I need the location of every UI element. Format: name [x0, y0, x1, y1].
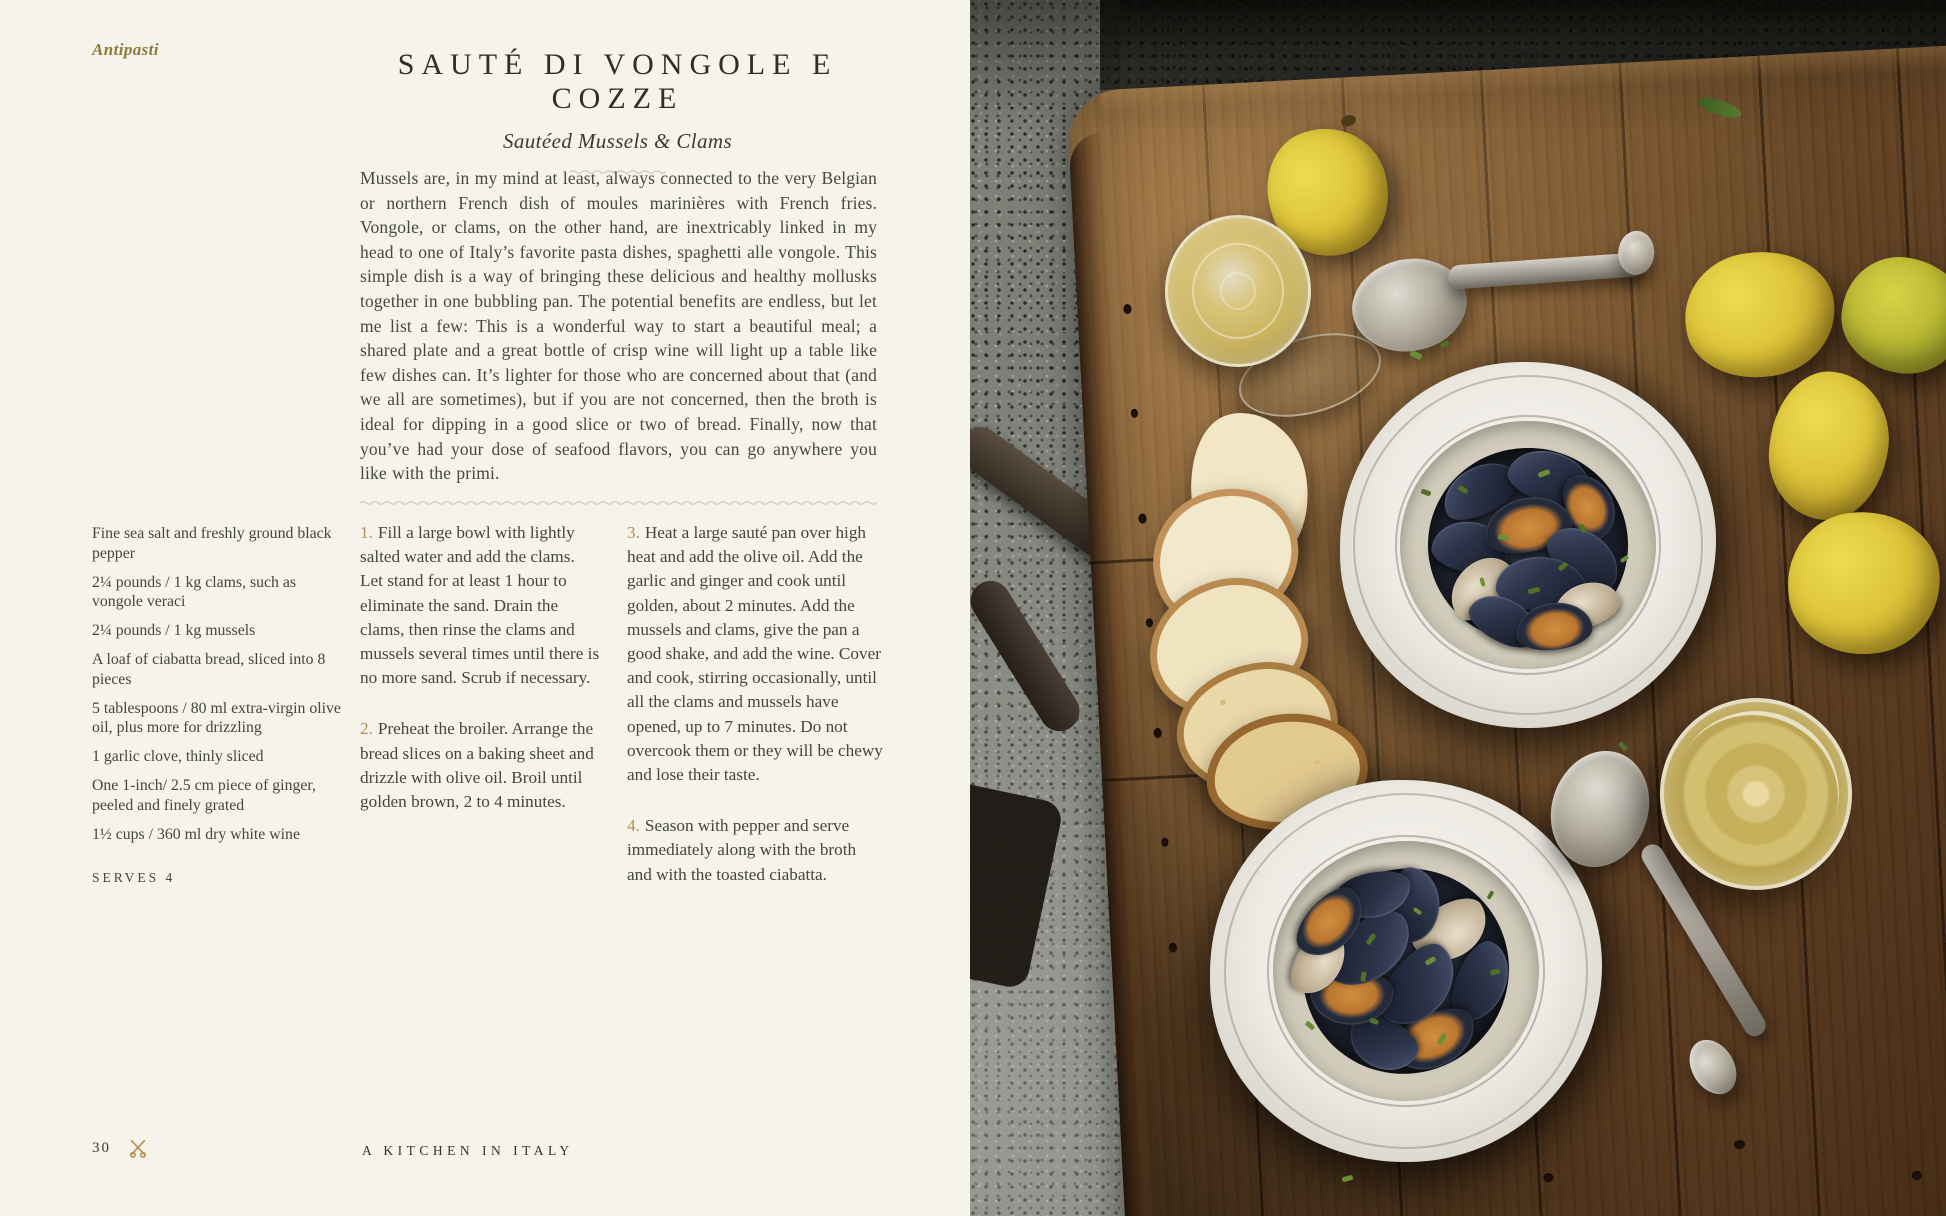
ingredient-item: A loaf of ciabatta bread, sliced into 8 pieces: [92, 650, 326, 688]
open-mussel: [1554, 466, 1625, 547]
wood-knot: [1543, 1173, 1553, 1183]
chapter-label: Antipasti: [92, 40, 159, 59]
wood-knot: [1161, 838, 1168, 847]
page-number: 30: [92, 1140, 111, 1156]
mussel-shell: [1443, 935, 1519, 1030]
ingredient-item: One 1-inch/ 2.5 cm piece of ginger, peeled and finely grated: [92, 776, 316, 814]
step-text: Heat a large sauté pan over high heat and add the olive oil. Add the garlic and ginger and cook until golden, about 2 minutes. Add the mussels and clams, give the pan a good shake, and add the wine. Cover and cook, stirring occasionally, until all the clams and mussels have opened, up to 7 minutes. Do not overcook them or they will be chewy and lose their taste.: [627, 523, 883, 785]
parsley-fleck: [1620, 555, 1630, 563]
wine-glass: [1660, 698, 1852, 890]
method-column-1: [360, 521, 600, 841]
mussel-pile: [1428, 448, 1627, 642]
book-title: A KITCHEN IN ITALY: [362, 1143, 574, 1158]
parsley-fleck: [1360, 971, 1367, 982]
parsley-fleck: [1420, 489, 1431, 497]
bread-crumb: [1220, 700, 1226, 705]
parsley-fleck: [1480, 577, 1486, 587]
open-mussel: [1310, 970, 1395, 1026]
wine-glass: [1165, 215, 1385, 430]
parsley-fleck: [1366, 932, 1377, 945]
parsley-fleck: [1578, 523, 1587, 533]
wood-knot: [1123, 304, 1132, 314]
mussel-pile: [1261, 827, 1551, 1116]
parsley-fleck: [1557, 562, 1568, 572]
ingredient-item: 1 garlic clove, thinly sliced: [92, 748, 264, 766]
parsley-fleck: [1486, 890, 1494, 900]
ingredient-item: 5 tablespoons / 80 ml extra-virgin olive oil, plus more for drizzling: [92, 699, 341, 737]
method-step: [627, 814, 883, 887]
clam-shell: [1547, 574, 1625, 637]
open-mussel: [1383, 998, 1484, 1083]
mussel-shell: [1390, 867, 1441, 943]
method-step: [627, 521, 883, 787]
ingredient-item: 2¼ pounds / 1 kg clams, such as vongole veraci: [92, 573, 297, 611]
wood-knot: [1912, 1171, 1922, 1181]
step-number: 2.: [360, 719, 373, 739]
parsley-fleck: [1304, 1020, 1315, 1030]
mussel-shell: [1313, 898, 1424, 1000]
spoon-handle-end: [1680, 1031, 1746, 1102]
clam-shell: [1439, 545, 1522, 630]
plate-well: [1273, 841, 1540, 1101]
mussel-shell: [1333, 865, 1415, 924]
recipe-subtitle: Sautéed Mussels & Clams: [502, 129, 733, 153]
step-text: Season with pepper and serve immediately along with the broth and with the toasted ciabatta.: [627, 816, 857, 884]
wood-knot: [1138, 513, 1147, 523]
parsley-fleck: [1498, 534, 1510, 541]
step-number: 4.: [627, 816, 640, 836]
open-mussel: [1286, 878, 1375, 969]
mussels-plate: [1340, 362, 1716, 728]
intro-paragraph: Mussels are, in my mind at least, always connected to the very Belgian or northern French dish of moules marinières with French fries. Vongole, or clams, on the other hand, are inextricably linked in my head to one of Italy’s favorite pasta dishes, spaghetti alle vongole. This simple dish is a way of bringing these delicious and healthy mollusks together in one bubbling pan. The potential benefits are endless, but let me list a few: This is a wonderful way to start a beautiful meal; a shared plate and a great bottle of crisp wine will light up a table like few dishes can. It’s lighter for those who are concerned about that (and we all are sometimes), but if you are not concerned, then the broth is ideal for dipping in a good slice or two of bread. Finally, now that you’ve had your dose of seafood flavors, you can go anywhere you like with the primi.: [360, 168, 877, 484]
parsley-fleck: [1436, 1032, 1446, 1045]
mussel-shell: [1462, 585, 1545, 656]
spoon-handle: [1447, 252, 1643, 290]
ingredient-item: Fine sea salt and freshly ground black pepper: [92, 525, 332, 562]
mussel-shell: [1494, 554, 1589, 615]
bread-crumb: [1280, 795, 1287, 800]
step-number: 3.: [627, 523, 640, 542]
serves-label: SERVES 4: [92, 870, 176, 886]
mussel-shell: [1537, 514, 1631, 603]
step-number: 1.: [360, 523, 373, 542]
parsley-fleck: [1413, 907, 1423, 915]
step-text: Preheat the broiler. Arrange the bread slices on a baking sheet and drizzle with olive oil. Broil until golden brown, 2 to 4 minutes.: [360, 719, 594, 812]
parsley-fleck: [1490, 969, 1501, 976]
parsley-fleck: [1369, 1017, 1379, 1025]
method-step: [360, 521, 600, 690]
wood-knot: [1131, 409, 1138, 418]
bread-stack: [1148, 412, 1378, 812]
mussel-shell: [1340, 1007, 1425, 1081]
bread-crumb: [1315, 760, 1320, 764]
parsley-fleck: [1537, 469, 1550, 478]
spoon-handle-end: [1618, 230, 1656, 275]
method-step: [360, 717, 600, 814]
clam-shell: [1282, 920, 1356, 1004]
crossed-scissors-fleuron-icon: [127, 1137, 149, 1159]
mussel-shell: [1429, 517, 1511, 578]
recipe-page: [0, 0, 970, 1216]
step-text: Fill a large bowl with lightly salted water and add the clams. Let stand for at least 1 hour to eliminate the sand. Drain the clams, then rinse the clams and mussels several times until there is no more sand. Scrub if necessary.: [360, 523, 600, 688]
recipe-header: [330, 48, 905, 175]
recipe-title: SAUTÉ DI VONGOLE E COZZE: [397, 48, 838, 115]
wood-knot: [1734, 1140, 1745, 1150]
wood-knot: [1169, 942, 1178, 952]
ingredient-item: 2¼ pounds / 1 kg mussels: [92, 622, 256, 640]
white-wine: [1165, 215, 1311, 367]
food-photo: [970, 0, 1946, 1216]
section-divider: [360, 500, 877, 506]
mussel-shell: [1369, 933, 1470, 1040]
method-column-2: [627, 521, 883, 914]
ingredients-list: [92, 524, 350, 844]
clam-shell: [1403, 887, 1498, 974]
mussel-shell: [1434, 451, 1526, 530]
open-mussel: [1479, 490, 1576, 561]
ingredients-column: [92, 524, 350, 886]
parsley-fleck: [1528, 586, 1541, 594]
ingredient-item: 1½ cups / 360 ml dry white wine: [92, 825, 300, 843]
open-mussel: [1513, 598, 1595, 655]
mussel-shell: [1503, 442, 1597, 512]
parsley-fleck: [1458, 485, 1469, 494]
plate-well: [1400, 421, 1656, 670]
parsley-fleck: [1425, 955, 1437, 965]
